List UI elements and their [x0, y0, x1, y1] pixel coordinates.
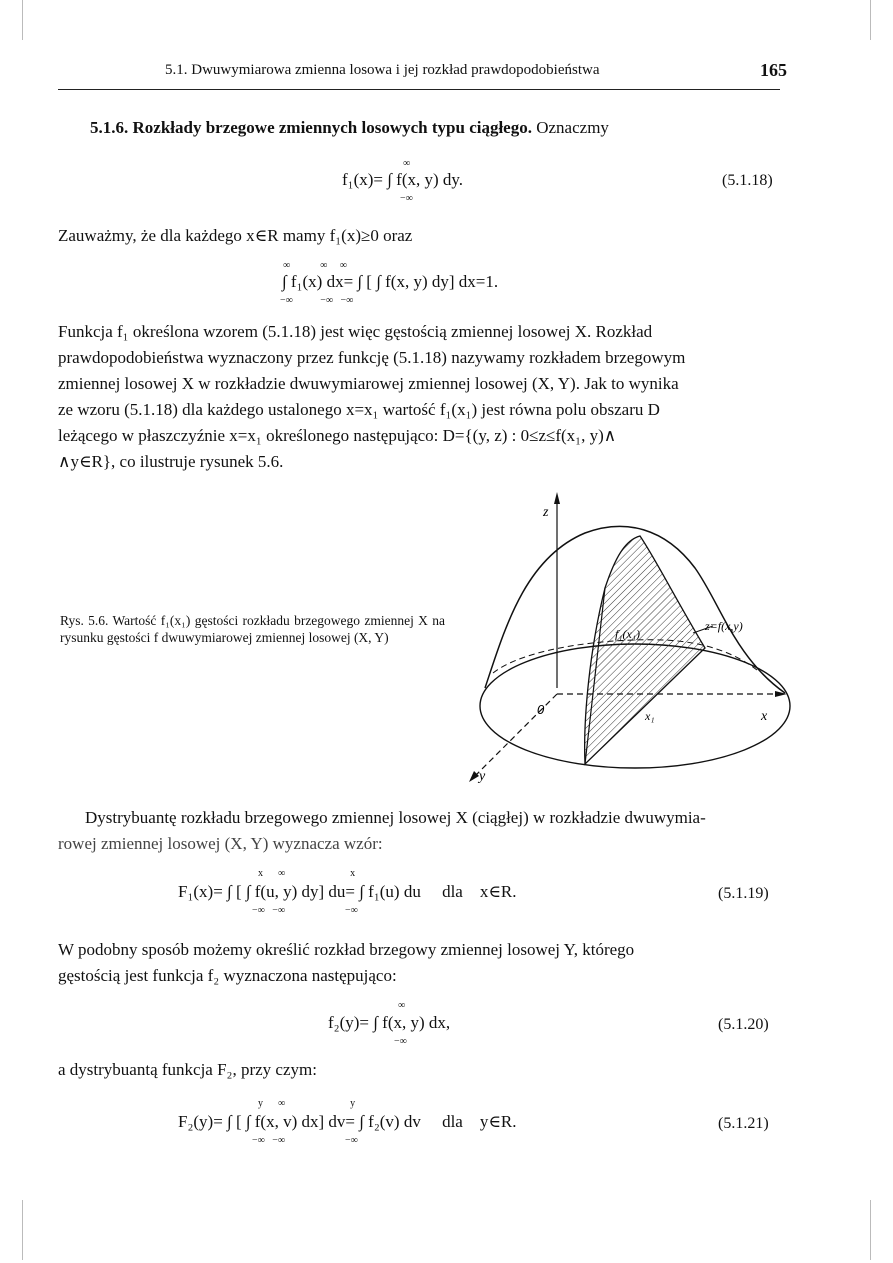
eq-5-1-20: f₂(y)= ∫ f(x, y) dx, — [328, 1013, 451, 1032]
eq-5-1-18-number: (5.1.18) — [722, 172, 773, 189]
eq-5-1-21-number: (5.1.21) — [718, 1115, 769, 1132]
z-axis-arrow — [554, 492, 560, 504]
eq-5-1-19-lower: −∞ −∞ −∞ — [252, 905, 358, 916]
eq-5-1-19-number: (5.1.19) — [718, 885, 769, 902]
eq-5-1-19-upper: x ∞ x — [258, 868, 356, 879]
eq-5-1-21-upper: y ∞ y — [258, 1098, 356, 1109]
eq-5-1-20-lower: −∞ — [394, 1036, 407, 1047]
paragraph-1 — [58, 322, 685, 472]
eq-5-1-18: f₁(x)= ∫ f(x, y) dy. — [342, 170, 464, 189]
paragraph-1-line: zmiennej losowej X w rozkładzie dwuwymiarowej zmiennej losowej (X, Y). Jak to wynika — [58, 374, 679, 393]
label-area: f₁(x₁) — [615, 627, 640, 641]
section-number: 5.1.6. — [90, 118, 129, 137]
figure-5-6 — [465, 488, 795, 788]
scan-edge-mark — [870, 0, 871, 40]
section-lead: Oznaczmy — [536, 118, 609, 137]
eq-5-1-20-upper: ∞ — [398, 1000, 406, 1011]
label-x1: x₁ — [645, 709, 655, 723]
eq-5-1-19: F₁(x)= ∫ [ ∫ f(u, y) dy] du= ∫ f₁(u) du dla x∈R. — [178, 882, 517, 901]
paragraph-1-line: ze wzoru (5.1.18) dla każdego ustalonego x=x₁ wartość f₁(x₁) jest równa polu obszaru D — [58, 400, 660, 419]
scan-edge-mark — [22, 0, 23, 40]
paragraph-3-line: W podobny sposób możemy określić rozkład brzegowy zmiennej losowej Y, którego — [58, 940, 635, 959]
section-area-d — [585, 536, 705, 764]
eq-norm-upper: ∞ ∞ ∞ — [283, 260, 347, 271]
paragraph-3 — [58, 940, 634, 986]
figure-caption: Rys. 5.6. Wartość f₁(x₁) gęstości rozkładu brzegowego zmiennej X na rysunku gęstości f dwuwymiarowej zmiennej losowej (X, Y) — [60, 613, 445, 645]
text-dystrybuanta: a dystrybuantą funkcja F₂, przy czym: — [58, 1060, 317, 1079]
eq-5-1-18-upper: ∞ — [403, 158, 411, 169]
scan-edge-mark — [870, 1200, 871, 1260]
paragraph-1-line: ∧y∈R}, co ilustruje rysunek 5.6. — [58, 452, 284, 471]
label-z: z — [543, 505, 549, 520]
eq-5-1-21: F₂(y)= ∫ [ ∫ f(x, v) dx] dv= ∫ f₂(v) dv dla y∈R. — [178, 1112, 517, 1131]
text-zauwazmy: Zauważmy, że dla każdego x∈R mamy f₁(x)≥0 oraz — [58, 226, 413, 245]
eq-5-1-20-number: (5.1.20) — [718, 1016, 769, 1033]
paragraph-2-line: rowej zmiennej losowej (X, Y) wyznacza wzór: — [58, 834, 383, 853]
y-axis-arrow — [469, 771, 479, 782]
header-rule — [58, 89, 780, 90]
paragraph-2-line: Dystrybuantę rozkładu brzegowego zmiennej losowej X (ciągłej) w rozkładzie dwuwymia- — [85, 808, 706, 827]
scan-edge-mark — [22, 1200, 23, 1260]
running-title: 5.1. Dwuwymiarowa zmienna losowa i jej rozkład prawdopodobieństwa — [165, 62, 600, 78]
y-axis — [473, 694, 557, 778]
page-number: 165 — [760, 60, 787, 80]
section-title: Rozkłady brzegowe zmiennych losowych typu ciągłego. — [132, 118, 532, 137]
paragraph-3-line: gęstością jest funkcja f₂ wyznaczona następująco: — [58, 966, 397, 985]
eq-norm-lower: −∞ −∞ −∞ — [280, 295, 354, 306]
paragraph-1-line: Funkcja f₁ określona wzorem (5.1.18) jest więc gęstością zmiennej losowej X. Rozkład — [58, 322, 653, 341]
eq-norm: ∫ f₁(x) dx= ∫ [ ∫ f(x, y) dy] dx=1. — [282, 272, 499, 291]
eq-5-1-18-lower: −∞ — [400, 193, 413, 204]
label-origin: 0 — [537, 702, 545, 717]
eq-5-1-21-lower: −∞ −∞ −∞ — [252, 1135, 358, 1146]
label-y: y — [479, 769, 486, 784]
section-heading — [90, 118, 609, 138]
label-surface: z=f(x,y) — [705, 619, 743, 633]
paragraph-1-line: leżącego w płaszczyźnie x=x₁ określonego następująco: D={(y, z) : 0≤z≤f(x₁, y)∧ — [58, 426, 617, 445]
paragraph-1-line: prawdopodobieństwa wyznaczony przez funkcję (5.1.18) nazywamy rozkładem brzegowym — [58, 348, 686, 367]
paragraph-2 — [85, 808, 706, 828]
label-x: x — [761, 709, 768, 724]
